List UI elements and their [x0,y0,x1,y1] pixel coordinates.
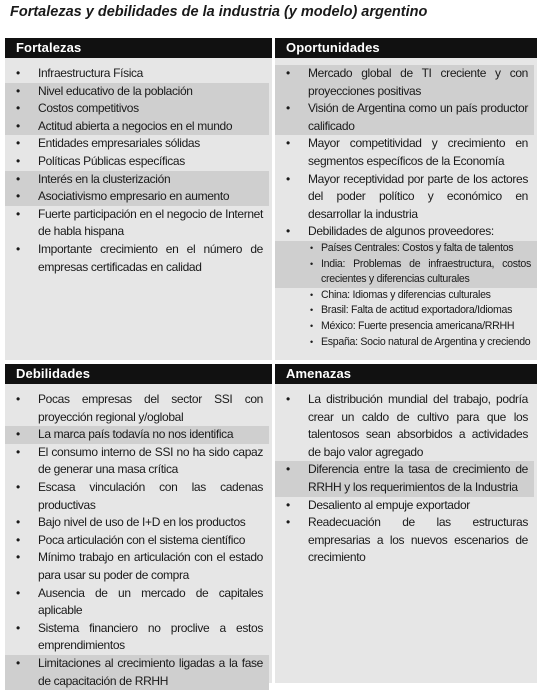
list-item [5,479,269,514]
list-item [5,585,269,620]
list-item [5,153,269,171]
bullet-icon: • [16,66,20,80]
sub-list-item-text: Países Centrales: Costos y falta de talentos [321,241,514,254]
swot-table [5,38,537,688]
list-item [5,620,269,655]
list-item [5,188,269,206]
list-item [5,532,269,550]
list-item [5,391,269,426]
bullet-icon: • [286,171,290,186]
debilidades-heading: Debilidades [5,364,272,384]
sub-list-item-text: España: Socio natural de Argentina y creciendo [321,335,531,348]
sub-list-item [275,335,537,351]
bullet-icon: • [16,532,20,547]
list-item-text: Pocas empresas del sector SSI con proyección regional y/oglobal [38,392,263,424]
list-item-text: Diferencia entre la tasa de crecimiento de RRHH y los requerimientos de la Industria [308,462,528,494]
list-item-text: La marca país todavía no nos identifica [38,427,234,442]
list-item-text: Fuerte participación en el negocio de Internet de habla hispana [38,206,263,239]
list-item [275,514,534,567]
list-item-text: Debilidades de algunos proveedores: [308,224,494,239]
amenazas-list [275,384,537,567]
list-item-text: Infraestructura Física [38,66,144,80]
sub-list-item-text: India: Problemas de infraestructura, costos crecientes y diferencias culturales [321,257,531,286]
list-item-text: Importante crecimiento en el número de empresas certificadas en calidad [38,241,263,274]
list-item [5,444,269,479]
list-item [5,206,269,241]
list-item-text: Costos competitivos [38,101,139,116]
bullet-icon: • [310,242,313,253]
bullet-icon: • [16,241,20,256]
list-item-text: La distribución mundial del trabajo, podría crear un caldo de cultivo para que los talentosos sean absorbidos a actividades de bajo valor agregado [308,392,528,459]
bullet-icon: • [286,66,290,80]
bullet-icon: • [310,320,313,331]
list-item [275,497,534,515]
list-item [5,241,269,276]
bullet-icon: • [16,136,20,151]
list-item-text: Limitaciones al crecimiento ligadas a la fase de capacitación de RRHH [38,655,263,688]
bullet-icon: • [310,258,313,269]
list-item-text: Sistema financiero no proclive a estos emprendimientos [38,620,263,653]
bullet-icon: • [286,224,290,239]
list-item [275,223,534,241]
list-item [5,135,269,153]
bullet-icon: • [16,444,20,459]
fortalezas-list [5,58,272,276]
list-item-text: Actitud abierta a negocios en el mundo [38,118,233,133]
sub-list-item [275,257,537,288]
bullet-icon: • [16,189,20,204]
list-item [5,118,269,136]
oportunidades-panel [275,38,537,360]
bullet-icon: • [16,515,20,530]
list-item [275,65,534,100]
list-item [5,65,269,83]
list-item-text: Mercado global de TI creciente y con proyecciones positivas [308,66,528,98]
oportunidades-list [275,58,537,350]
bullet-icon: • [16,118,20,133]
list-item [275,461,534,496]
debilidades-panel [5,364,272,688]
amenazas-heading: Amenazas [275,364,537,384]
sub-list-item [275,288,537,304]
list-item [5,83,269,101]
list-item [5,426,269,444]
list-item-text: Entidades empresariales sólidas [38,136,200,151]
list-item-text: Bajo nivel de uso de I+D en los productos [38,515,246,530]
list-item-text: Mínimo trabajo en articulación con el estado para usar su poder de compra [38,550,263,582]
list-item [5,171,269,189]
sub-list [275,241,537,350]
list-item-text: Readecuación de las estructuras empresarias a los nuevos escenarios de crecimiento [308,515,528,565]
page-title: Fortalezas y debilidades de la industria (y modelo) argentino [10,4,428,20]
sub-list-item [275,241,537,257]
list-item-text: Asociativismo empresario en aumento [38,189,230,204]
list-item [5,549,269,584]
bullet-icon: • [286,392,290,406]
list-item [5,655,269,690]
sub-list-item-text: China: Idiomas y diferencias culturales [321,288,491,301]
bullet-icon: • [16,620,20,635]
sub-list-item-text: Brasil: Falta de actitud exportadora/Idiomas [321,304,513,317]
sub-list-item [275,319,537,335]
list-item-text: Visión de Argentina como un país productor calificado [308,101,528,133]
bullet-icon: • [286,136,290,151]
sub-list-item-text: México: Fuerte presencia americana/RRHH [321,319,515,332]
bullet-icon: • [16,585,20,600]
list-item [275,391,534,461]
bullet-icon: • [310,305,313,316]
list-item-text: Nivel educativo de la población [38,83,193,98]
bullet-icon: • [16,479,20,494]
bullet-icon: • [16,101,20,116]
bullet-icon: • [286,497,290,512]
list-item-text: Políticas Públicas específicas [38,153,185,168]
list-item [5,514,269,532]
list-item [275,100,534,135]
bullet-icon: • [16,427,20,442]
list-item-text: Poca articulación con el sistema científico [38,532,246,547]
fortalezas-heading: Fortalezas [5,38,272,58]
amenazas-panel [275,364,537,683]
bullet-icon: • [16,550,20,565]
list-item-text: Desaliento al empuje exportador [308,497,470,512]
list-item-text: Mayor receptividad por parte de los actores del poder político y económico en desarrollar la industria [308,171,528,221]
bullet-icon: • [286,515,290,530]
bullet-icon: • [16,206,20,221]
list-item-text: El consumo interno de SSI no ha sido capaz de generar una masa crítica [38,444,263,477]
list-item [5,100,269,118]
bullet-icon: • [16,83,20,98]
list-item [275,171,534,224]
list-item-text: Interés en la clusterización [38,171,171,186]
oportunidades-heading: Oportunidades [275,38,537,58]
bullet-icon: • [16,153,20,168]
bullet-icon: • [310,336,313,347]
bullet-icon: • [286,101,290,116]
bullet-icon: • [16,655,20,670]
list-item-text: Ausencia de un mercado de capitales aplicable [38,585,263,618]
bullet-icon: • [16,171,20,186]
fortalezas-panel [5,38,272,360]
list-item [275,135,534,170]
bullet-icon: • [286,462,290,477]
sub-list-item [275,303,537,319]
list-item-text: Mayor competitividad y crecimiento en segmentos específicos de la Economía [308,136,528,168]
list-item-text: Escasa vinculación con las cadenas productivas [38,479,263,512]
bullet-icon: • [310,289,313,300]
debilidades-list [5,384,272,690]
bullet-icon: • [16,392,20,406]
